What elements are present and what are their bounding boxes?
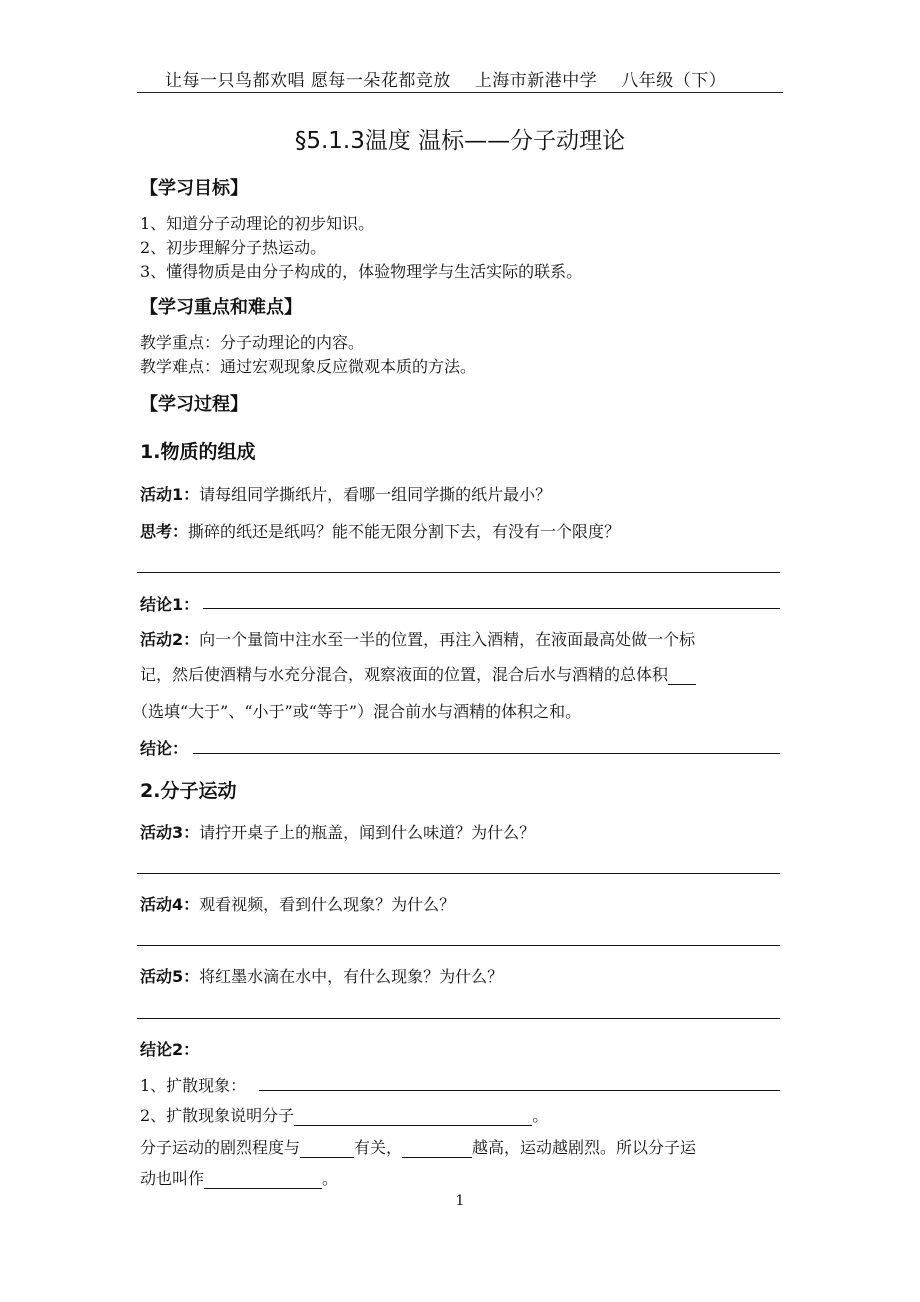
diffusion-item1	[140, 1073, 246, 1096]
answer-line-a5[interactable]	[137, 1018, 780, 1019]
part2-title: 2.分子运动	[140, 780, 237, 802]
activity1-label: 活动1：	[140, 485, 200, 504]
diffusion-label: 1、扩散现象：	[140, 1076, 247, 1095]
header-rule	[137, 92, 783, 93]
conclusion1	[140, 592, 199, 615]
diffusion-explain-pre: 2、扩散现象说明分子	[140, 1106, 295, 1125]
activity4	[140, 892, 455, 915]
activity1	[140, 482, 551, 505]
motion-text-d: 动也叫作	[140, 1169, 205, 1188]
activity5	[140, 964, 503, 987]
keypoints-heading: 【学习重点和难点】	[140, 297, 302, 318]
diffusion-line[interactable]	[259, 1090, 780, 1091]
goal-item: 3、懂得物质是由分子构成的，体验物理学与生活实际的联系。	[140, 262, 583, 281]
activity2-text-1: 向一个量筒中注水至一半的位置，再注入酒精，在液面最高处做一个标	[199, 630, 696, 649]
goals-heading: 【学习目标】	[140, 178, 248, 199]
conclusion-label: 结论：	[140, 739, 189, 758]
motion-line1	[140, 1135, 696, 1158]
activity4-label: 活动4：	[140, 895, 200, 914]
activity2-text-2: 记，然后使酒精与水充分混合，观察液面的位置，混合后水与酒精的总体积	[140, 665, 669, 684]
header-grade: 八年级（下）	[621, 71, 727, 91]
volume-blank[interactable]	[668, 668, 696, 685]
activity5-label: 活动5：	[140, 967, 200, 986]
activity2-line2	[140, 662, 696, 685]
page-title: §5.1.3温度 温标——分子动理论	[294, 128, 626, 154]
activity2-line1	[140, 627, 695, 650]
activity3-label: 活动3：	[140, 823, 200, 842]
think	[140, 519, 620, 542]
answer-line-a3[interactable]	[137, 873, 780, 874]
motion-text-c: 越高，运动越剧烈。所以分子运	[472, 1138, 697, 1157]
activity3	[140, 820, 535, 843]
conclusion2	[140, 1037, 199, 1060]
factor-blank[interactable]	[300, 1141, 354, 1158]
activity1-text: 请每组同学撕纸片，看哪一组同学撕的纸片最小？	[199, 485, 552, 504]
header-motto: 让每一只鸟都欢唱 愿每一朵花都竞放	[165, 71, 451, 91]
motion-text-a: 分子运动的剧烈程度与	[140, 1138, 301, 1157]
conclusion2-label: 结论2：	[140, 1040, 200, 1059]
thermal-motion-blank[interactable]	[204, 1172, 322, 1189]
motion-text-b: 有关，	[354, 1138, 403, 1157]
motion-text-e: 。	[322, 1169, 339, 1188]
key-focus: 教学重点：分子动理论的内容。	[140, 333, 365, 352]
process-heading: 【学习过程】	[140, 394, 248, 415]
conclusion1-line[interactable]	[203, 608, 780, 609]
goal-item: 1、知道分子动理论的初步知识。	[140, 214, 375, 233]
activity4-text: 观看视频，看到什么现象？为什么？	[199, 895, 456, 914]
activity5-text: 将红墨水滴在水中，有什么现象？为什么？	[199, 967, 504, 986]
activity2-line3: （选填“大于”、“小于”或“等于”）混合前水与酒精的体积之和。	[132, 702, 582, 721]
molecule-blank[interactable]	[294, 1109, 532, 1126]
answer-line-a4[interactable]	[137, 945, 780, 946]
header-school: 上海市新港中学	[474, 71, 598, 91]
page-number: 1	[455, 1193, 465, 1209]
conclusion-line[interactable]	[193, 753, 780, 754]
temperature-blank[interactable]	[402, 1141, 472, 1158]
goal-item: 2、初步理解分子热运动。	[140, 238, 327, 257]
answer-line-think[interactable]	[137, 572, 780, 573]
activity3-text: 请拧开桌子上的瓶盖，闻到什么味道？为什么？	[199, 823, 536, 842]
think-text: 撕碎的纸还是纸吗？能不能无限分割下去，有没有一个限度？	[188, 522, 621, 541]
diffusion-item2	[140, 1103, 548, 1126]
think-label: 思考：	[140, 522, 189, 541]
conclusion1-label: 结论1：	[140, 595, 200, 614]
conclusion-a2	[140, 736, 188, 759]
activity2-label: 活动2：	[140, 630, 200, 649]
page-header	[165, 66, 744, 91]
motion-line2	[140, 1166, 338, 1189]
part1-title: 1.物质的组成	[140, 441, 256, 463]
key-difficulty: 教学难点：通过宏观现象反应微观本质的方法。	[140, 357, 477, 376]
diffusion-explain-post: 。	[532, 1106, 549, 1125]
